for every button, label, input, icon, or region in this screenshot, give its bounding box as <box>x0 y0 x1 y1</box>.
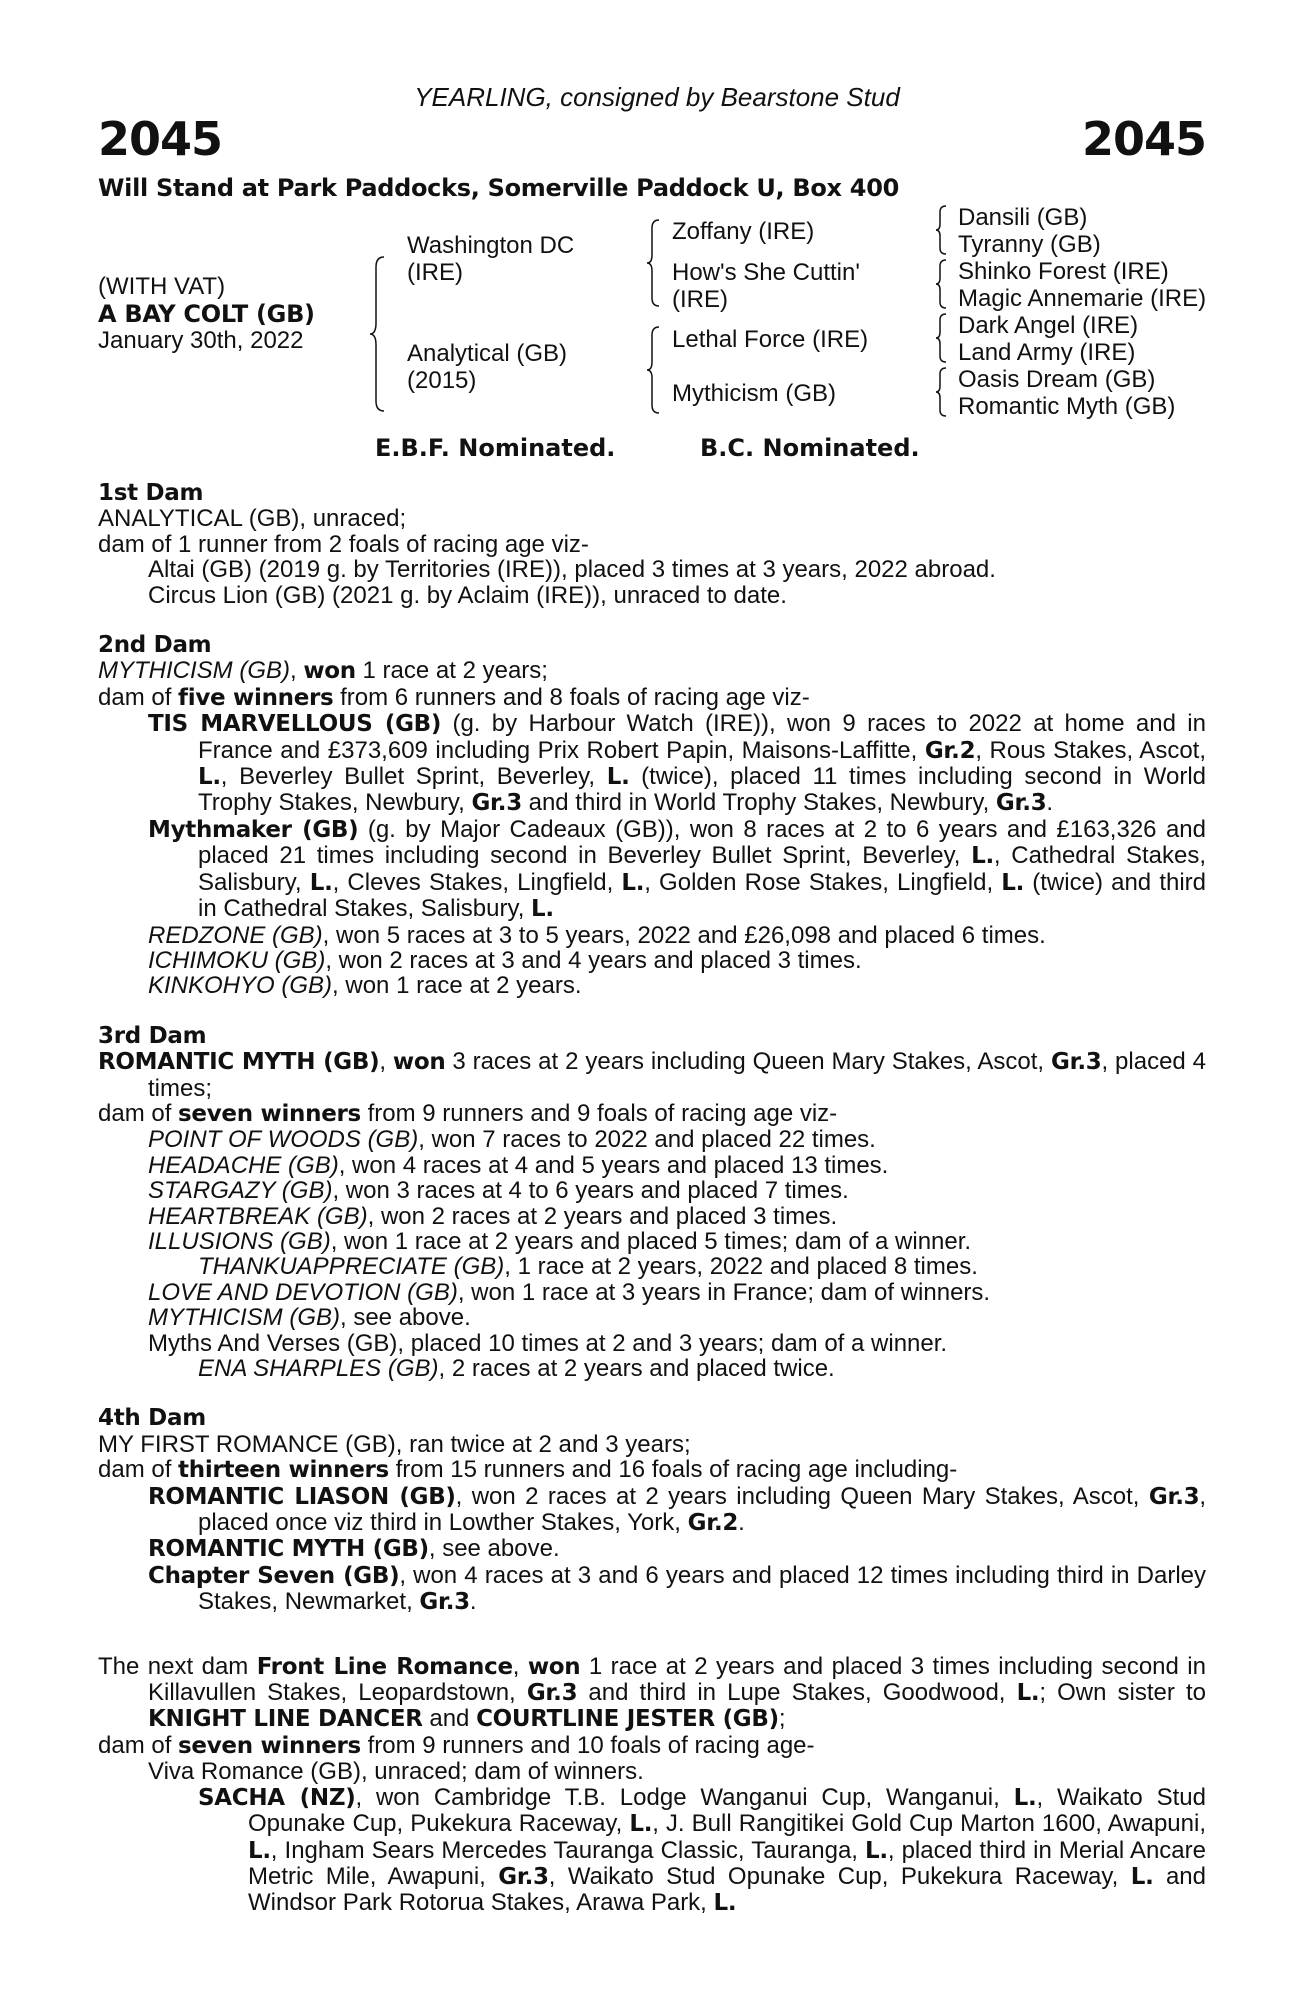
gen3-7: Oasis Dream (GB) <box>958 366 1156 393</box>
produce-sacha: SACHA (NZ), won Cambridge T.B. Lodge Wanganui Cup, Wanganui, L., Waikato Stud Opunake Cup, Pukekura Raceway, L., J. Bull Rangitikei Gold Cup Marton 1600, Awapuni, L., Ingham Sears Mercedes Tauranga Classic, Tauranga, L., placed third in Merial Ancare Metric Mile, Awapuni, Gr.3, Waikato Stud Opunake Cup, Pukekura Raceway, L. and Windsor Park Rotorua Stakes, Arawa Park, L. <box>198 1783 1207 1917</box>
second-dam-produce-line: dam of five winners from 6 runners and 8 foals of racing age viz- <box>98 683 810 711</box>
sire-origin: (IRE) <box>407 259 463 286</box>
vat-label: (WITH VAT) <box>98 273 226 300</box>
next-dam-section <box>98 1654 1206 1917</box>
produce-viva-romance: Viva Romance (GB), unraced; dam of winners. <box>148 1758 644 1786</box>
sire-line-brace <box>645 218 663 308</box>
lot-number-left: 2045 <box>98 112 223 166</box>
dam-sire: Lethal Force (IRE) <box>672 326 869 353</box>
produce-love-and-devotion: LOVE AND DEVOTION (GB), won 1 race at 3 years in France; dam of winners. <box>148 1278 991 1306</box>
gen3-3: Shinko Forest (IRE) <box>958 258 1169 285</box>
produce-myths-and-verses: Myths And Verses (GB), placed 10 times at 2 and 3 years; dam of a winner. <box>148 1329 948 1357</box>
fourth-dam-produce-line: dam of thirteen winners from 15 runners and 16 foals of racing age including- <box>98 1456 958 1484</box>
gen3-5: Dark Angel (IRE) <box>958 312 1139 339</box>
produce-kinkohyo: KINKOHYO (GB), won 1 race at 2 years. <box>148 972 582 1000</box>
lot-number-right: 2045 <box>1081 112 1206 166</box>
bc-nomination: B.C. Nominated. <box>700 434 920 462</box>
sire-dam-name: How's She Cuttin' <box>672 259 860 286</box>
catalogue-body <box>98 481 1206 1917</box>
dam-name: Analytical (GB) <box>407 340 568 367</box>
first-dam-section <box>98 481 1206 608</box>
produce-ichimoku: ICHIMOKU (GB), won 2 races at 3 and 4 years and placed 3 times. <box>148 946 862 974</box>
gen3-8: Romantic Myth (GB) <box>958 393 1176 420</box>
produce-mythicism: MYTHICISM (GB), see above. <box>148 1304 471 1332</box>
sire-dam-brace <box>368 255 388 413</box>
produce-altai: Altai (GB) (2019 g. by Territories (IRE)), placed 3 times at 3 years, 2022 abroad. <box>148 556 996 584</box>
consignment-line: YEARLING, consigned by Bearstone Stud <box>414 82 900 112</box>
sire-sire: Zoffany (IRE) <box>672 218 815 245</box>
second-dam-heading: 2nd Dam <box>98 632 212 659</box>
gen3-6: Land Army (IRE) <box>958 339 1136 366</box>
produce-romantic-myth: ROMANTIC MYTH (GB), see above. <box>148 1535 560 1563</box>
produce-circus-lion: Circus Lion (GB) (2021 g. by Aclaim (IRE)), unraced to date. <box>148 581 787 609</box>
gen3-4: Magic Annemarie (IRE) <box>958 285 1207 312</box>
first-dam-heading: 1st Dam <box>98 480 204 506</box>
dam-year: (2015) <box>407 367 477 394</box>
horse-dob: January 30th, 2022 <box>98 327 304 354</box>
produce-ena-sharples: ENA SHARPLES (GB), 2 races at 2 years and placed twice. <box>198 1355 835 1382</box>
produce-tis-marvellous: TIS MARVELLOUS (GB) (g. by Harbour Watch (IRE)), won 9 races to 2022 at home and in France and £373,609 including Prix Robert Papin, Maisons-Laffitte, Gr.2, Rous Stakes, Ascot, L., Beverley Bullet Sprint, Beverley, L. (twice), placed 11 times including second in World Trophy Stakes, Newbury, Gr.3 and third in World Trophy Stakes, Newbury, Gr.3. <box>148 710 1207 817</box>
gen3-brace-3 <box>934 312 950 364</box>
ebf-nomination: E.B.F. Nominated. <box>375 434 616 462</box>
gen3-2: Tyranny (GB) <box>958 231 1101 258</box>
stand-location: Will Stand at Park Paddocks, Somerville Paddock U, Box 400 <box>98 174 899 202</box>
gen3-brace-4 <box>934 366 950 418</box>
produce-heartbreak: HEARTBREAK (GB), won 2 races at 2 years and placed 3 times. <box>148 1202 838 1230</box>
dam-dam: Mythicism (GB) <box>672 380 836 407</box>
next-dam-paragraph: The next dam Front Line Romance, won 1 race at 2 years and placed 3 times including second in Killavullen Stakes, Leopardstown, Gr.3 and third in Lupe Stakes, Goodwood, L.; Own sister to KNIGHT LINE DANCER and COURTLINE JESTER (GB); <box>98 1652 1207 1733</box>
third-dam-heading: 3rd Dam <box>98 1022 207 1049</box>
produce-chapter-seven: Chapter Seven (GB), won 4 races at 3 and 6 years and placed 12 times including third in Darley Stakes, Newmarket, Gr.3. <box>148 1561 1206 1616</box>
fourth-dam-line: MY FIRST ROMANCE (GB), ran twice at 2 and 3 years; <box>98 1430 691 1458</box>
third-dam-produce-line: dam of seven winners from 9 runners and 9 foals of racing age viz- <box>98 1099 838 1127</box>
gen3-brace-2 <box>934 258 950 310</box>
second-dam-line: MYTHICISM (GB), won 1 race at 2 years; <box>98 657 548 685</box>
produce-point-of-woods: POINT OF WOODS (GB), won 7 races to 2022 and placed 22 times. <box>148 1126 876 1154</box>
produce-thankuappreciate: THANKUAPPRECIATE (GB), 1 race at 2 years, 2022 and placed 8 times. <box>198 1253 978 1281</box>
produce-romantic-liason: ROMANTIC LIASON (GB), won 2 races at 2 years including Queen Mary Stakes, Ascot, Gr.3, placed once viz third in Lowther Stakes, York, Gr.2. <box>148 1482 1207 1537</box>
produce-redzone: REDZONE (GB), won 5 races at 3 to 5 years, 2022 and £26,098 and placed 6 times. <box>148 921 1046 949</box>
next-dam-produce-line: dam of seven winners from 9 runners and 10 foals of racing age- <box>98 1731 815 1759</box>
produce-stargazy: STARGAZY (GB), won 3 races at 4 to 6 years and placed 7 times. <box>148 1177 849 1205</box>
produce-mythmaker: Mythmaker (GB) (g. by Major Cadeaux (GB)), won 8 races at 2 to 6 years and £163,326 and placed 21 times including second in Beverley Bullet Sprint, Beverley, L., Cathedral Stakes, Salisbury, L., Cleves Stakes, Lingfield, L., Golden Rose Stakes, Lingfield, L. (twice) and third in Cathedral Stakes, Salisbury, L. <box>148 815 1207 923</box>
produce-headache: HEADACHE (GB), won 4 races at 4 and 5 years and placed 13 times. <box>148 1151 889 1179</box>
second-dam-section <box>98 633 1206 999</box>
fourth-dam-heading: 4th Dam <box>98 1405 206 1432</box>
fourth-dam-section <box>98 1406 1206 1615</box>
third-dam-line: ROMANTIC MYTH (GB), won 3 races at 2 years including Queen Mary Stakes, Ascot, Gr.3, placed 4 times; <box>98 1048 1207 1102</box>
gen3-brace-1 <box>934 204 950 256</box>
first-dam-produce-line: dam of 1 runner from 2 foals of racing age viz- <box>98 530 589 558</box>
gen3-1: Dansili (GB) <box>958 204 1088 231</box>
first-dam-line: ANALYTICAL (GB), unraced; <box>98 505 407 533</box>
dam-line-brace <box>645 325 663 415</box>
produce-illusions: ILLUSIONS (GB), won 1 race at 2 years and placed 5 times; dam of a winner. <box>148 1227 972 1255</box>
sire-name: Washington DC <box>407 232 575 259</box>
third-dam-section <box>98 1024 1206 1382</box>
sire-dam-origin: (IRE) <box>672 286 728 313</box>
horse-name: A BAY COLT (GB) <box>98 300 315 328</box>
